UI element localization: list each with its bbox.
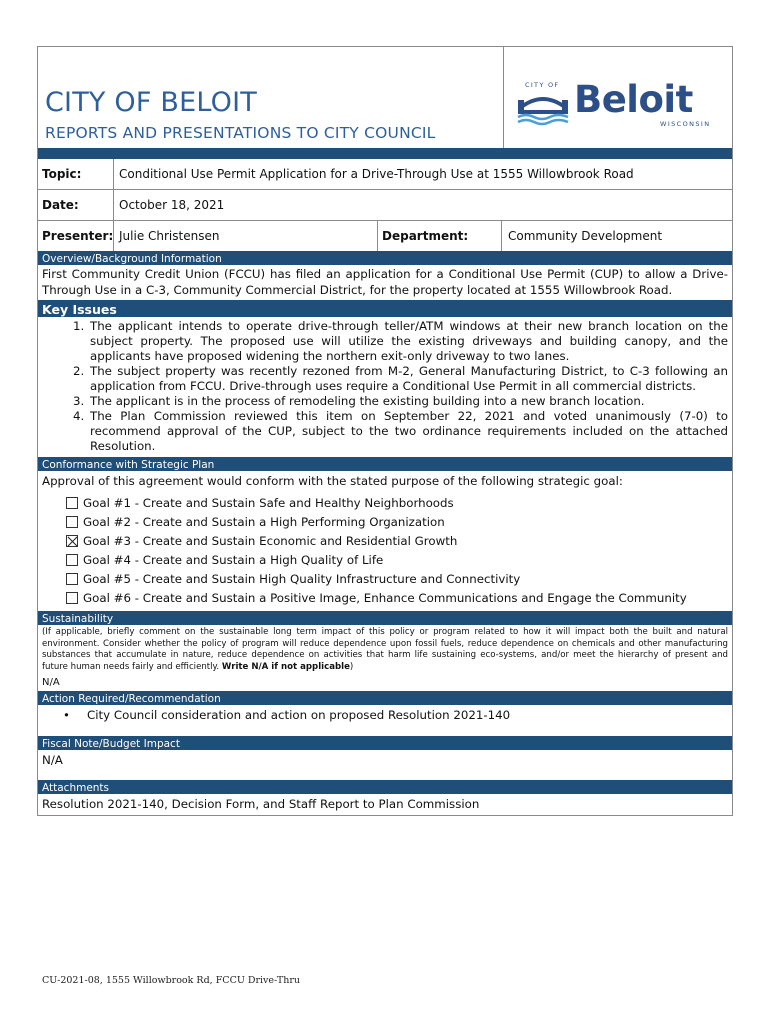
strategic-plan-heading: Conformance with Strategic Plan xyxy=(38,457,732,471)
goal-checklist xyxy=(38,491,732,611)
bullet-icon: • xyxy=(63,708,70,723)
presenter-label: Presenter: xyxy=(38,221,114,251)
report-document xyxy=(37,46,733,816)
report-header xyxy=(38,47,732,148)
goal-item[interactable] xyxy=(66,493,728,512)
strategic-intro: Approval of this agreement would conform with the stated purpose of the following strategic goal: xyxy=(42,474,623,488)
beloit-logo xyxy=(516,78,716,130)
sustainability-heading: Sustainability xyxy=(38,611,732,625)
goal-item[interactable] xyxy=(66,512,728,531)
goal-label: Goal #6 - Create and Sustain a Positive Image, Enhance Communications and Engage the Community xyxy=(83,590,687,605)
goal-label: Goal #1 - Create and Sustain Safe and Healthy Neighborhoods xyxy=(83,495,454,510)
checkbox-icon[interactable] xyxy=(66,573,78,585)
goal-item[interactable] xyxy=(66,569,728,588)
logo-wordmark: Beloit xyxy=(574,78,693,121)
date-value: October 18, 2021 xyxy=(119,198,225,212)
action-list-item xyxy=(38,705,732,736)
key-issues-heading: Key Issues xyxy=(38,300,732,317)
fiscal-heading: Fiscal Note/Budget Impact xyxy=(38,736,732,750)
city-title: CITY OF BELOIT xyxy=(45,87,257,118)
department-label: Department: xyxy=(378,221,502,251)
date-label: Date: xyxy=(38,190,114,220)
header-title-block xyxy=(38,47,504,148)
list-item: 2. The subject property was recently rezoned from M-2, General Manufacturing District, to C-3 following an application from FCCU. Drive-through uses require a Conditional Use Permit in all commercial districts. xyxy=(88,364,728,394)
overview-heading: Overview/Background Information xyxy=(38,251,732,265)
checkbox-icon[interactable] xyxy=(66,516,78,528)
header-divider-bar xyxy=(38,148,732,159)
checkbox-icon[interactable] xyxy=(66,497,78,509)
page-footer: CU-2021-08, 1555 Willowbrook Rd, FCCU Drive-Thru xyxy=(42,975,301,986)
sustainability-text-end: ) xyxy=(349,661,354,672)
overview-text: First Community Credit Union (FCCU) has filed an application for a Conditional Use Permit (CUP) to allow a Drive-Through Use in a C-3, Community Commercial District, for the property located at 1555 Willowbrook Road. xyxy=(42,267,728,297)
list-item: 3. The applicant is in the process of remodeling the existing building into a new branch location. xyxy=(88,394,728,409)
sustainability-text: (If applicable, briefly comment on the sustainable long term impact of this policy or program related to how it will impact both the built and natural environment. Consider whether the policy of program will reduce dependence upon fossil fuels, reduce dependence on chemicals and other manufacturing substances that accumulate in nature, reduce dependence on activities that harm life sustaining eco-systems, and/or meet the hierarchy of present and future human needs fairly and efficiently. xyxy=(42,627,728,672)
department-value: Community Development xyxy=(508,229,663,243)
attachments-heading: Attachments xyxy=(38,780,732,794)
key-issues-list xyxy=(38,317,732,457)
checked-checkbox-icon[interactable] xyxy=(66,535,78,547)
attachments-value: Resolution 2021-140, Decision Form, and Staff Report to Plan Commission xyxy=(42,797,480,812)
topic-label: Topic: xyxy=(38,159,114,189)
goal-label: Goal #5 - Create and Sustain High Quality Infrastructure and Connectivity xyxy=(83,571,521,586)
checkbox-icon[interactable] xyxy=(66,592,78,604)
action-heading: Action Required/Recommendation xyxy=(38,691,732,705)
report-subtitle: REPORTS AND PRESENTATIONS TO CITY COUNCIL xyxy=(45,124,436,142)
logo-city-of-text: CITY OF xyxy=(525,81,560,89)
action-text: City Council consideration and action on proposed Resolution 2021-140 xyxy=(87,708,511,723)
sustainability-bold-note: Write N/A if not applicable xyxy=(221,661,350,672)
presenter-value: Julie Christensen xyxy=(114,221,378,251)
presenter-row xyxy=(38,220,732,251)
sustainability-instructions xyxy=(38,625,732,673)
checkbox-icon[interactable] xyxy=(66,554,78,566)
goal-item[interactable] xyxy=(66,550,728,569)
list-item: 4. The Plan Commission reviewed this item on September 22, 2021 and voted unanimously (7-0) to recommend approval of the CUP, subject to the two ordinance requirements included on the attached Resolution. xyxy=(88,409,728,454)
goal-item[interactable] xyxy=(66,588,728,607)
sustainability-value: N/A xyxy=(42,677,60,689)
topic-row xyxy=(38,159,732,189)
logo-state-text: WISCONSIN xyxy=(660,120,711,128)
bridge-logo-icon xyxy=(516,86,570,126)
goal-item[interactable] xyxy=(66,531,728,550)
goal-label: Goal #2 - Create and Sustain a High Performing Organization xyxy=(83,514,445,529)
topic-value: Conditional Use Permit Application for a Drive-Through Use at 1555 Willowbrook Road xyxy=(119,167,634,181)
goal-label: Goal #4 - Create and Sustain a High Quality of Life xyxy=(83,552,384,567)
list-item: 1. The applicant intends to operate drive-through teller/ATM windows at their new branch location on the subject property. The proposed use will utilize the existing driveways and building canopy, and the applicants have proposed widening the northern exit-only driveway to two lanes. xyxy=(88,319,728,364)
goal-label: Goal #3 - Create and Sustain Economic and Residential Growth xyxy=(83,533,458,548)
fiscal-value: N/A xyxy=(42,753,63,768)
date-row xyxy=(38,189,732,220)
